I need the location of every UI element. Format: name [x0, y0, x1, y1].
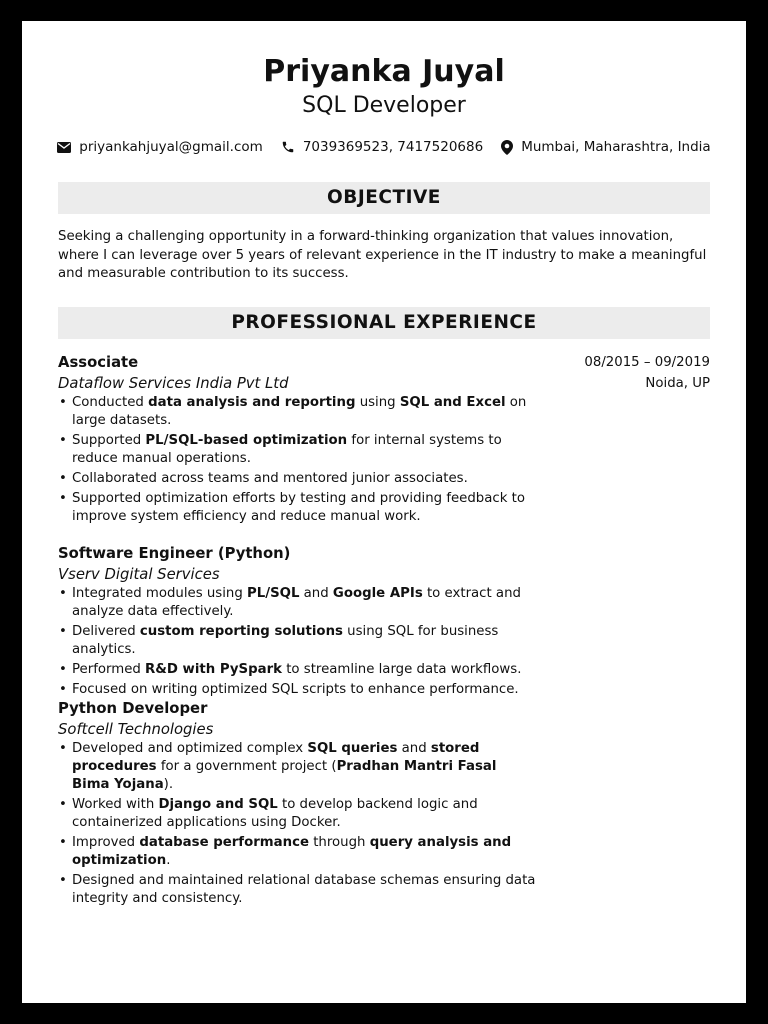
email-text: priyankahjuyal@gmail.com	[79, 139, 263, 155]
job-bullets	[58, 585, 538, 699]
contact-row	[22, 137, 746, 157]
contact-email[interactable]	[57, 137, 263, 157]
job-entry	[58, 698, 710, 910]
job-title: Python Developer	[58, 700, 208, 717]
job-entry	[58, 543, 710, 701]
bullet-item: • Supported optimization efforts by testing and providing feedback to improve system efficiency and reduce manual work.	[58, 490, 538, 526]
bullet-item: • Worked with Django and SQL to develop backend logic and containerized applications using Docker.	[58, 796, 538, 832]
contact-location	[501, 137, 711, 157]
bullet-item: • Conducted data analysis and reporting using SQL and Excel on large datasets.	[58, 394, 538, 430]
job-entry	[58, 352, 710, 528]
phone-icon	[281, 140, 295, 154]
candidate-name: Priyanka Juyal	[263, 54, 505, 89]
contact-phone[interactable]	[281, 137, 483, 157]
job-location: Noida, UP	[645, 376, 710, 391]
bullet-item: • Collaborated across teams and mentored junior associates.	[58, 470, 538, 488]
bullet-item: • Supported PL/SQL-based optimization for internal systems to reduce manual operations.	[58, 432, 538, 468]
job-meta	[584, 352, 710, 394]
job-title: Associate	[58, 354, 139, 371]
job-bullets	[58, 394, 538, 526]
bullet-item: • Designed and maintained relational database schemas ensuring data integrity and consistency.	[58, 872, 538, 908]
location-text: Mumbai, Maharashtra, India	[521, 139, 711, 155]
location-pin-icon	[501, 140, 513, 155]
bullet-item: • Delivered custom reporting solutions using SQL for business analytics.	[58, 623, 538, 659]
bullet-item: • Integrated modules using PL/SQL and Google APIs to extract and analyze data effectively.	[58, 585, 538, 621]
job-company: Vserv Digital Services	[58, 566, 220, 583]
job-title: Software Engineer (Python)	[58, 545, 291, 562]
phone-text: 7039369523, 7417520686	[302, 139, 484, 155]
bullet-item: • Focused on writing optimized SQL scripts to enhance performance.	[58, 681, 538, 699]
job-dates: 08/2015 – 09/2019	[584, 355, 710, 370]
candidate-title: SQL Developer	[302, 93, 466, 118]
bullet-item: • Improved database performance through query analysis and optimization.	[58, 834, 538, 870]
bullet-item: • Performed R&D with PySpark to streamline large data workflows.	[58, 661, 538, 679]
objective-text: Seeking a challenging opportunity in a forward-thinking organization that values innovation, where I can leverage over 5 years of relevant experience in the IT industry to make a meaningful and measurable contribution to its success.	[58, 229, 707, 281]
job-company: Softcell Technologies	[58, 721, 214, 738]
envelope-icon	[57, 142, 71, 153]
objective-heading: OBJECTIVE	[58, 182, 710, 214]
experience-heading: PROFESSIONAL EXPERIENCE	[58, 307, 710, 339]
bullet-item: • Developed and optimized complex SQL queries and stored procedures for a government project (Pradhan Mantri Fasal Bima Yojana).	[58, 740, 538, 794]
job-bullets	[58, 740, 538, 908]
job-company: Dataflow Services India Pvt Ltd	[58, 375, 289, 392]
resume-page	[22, 21, 746, 1003]
